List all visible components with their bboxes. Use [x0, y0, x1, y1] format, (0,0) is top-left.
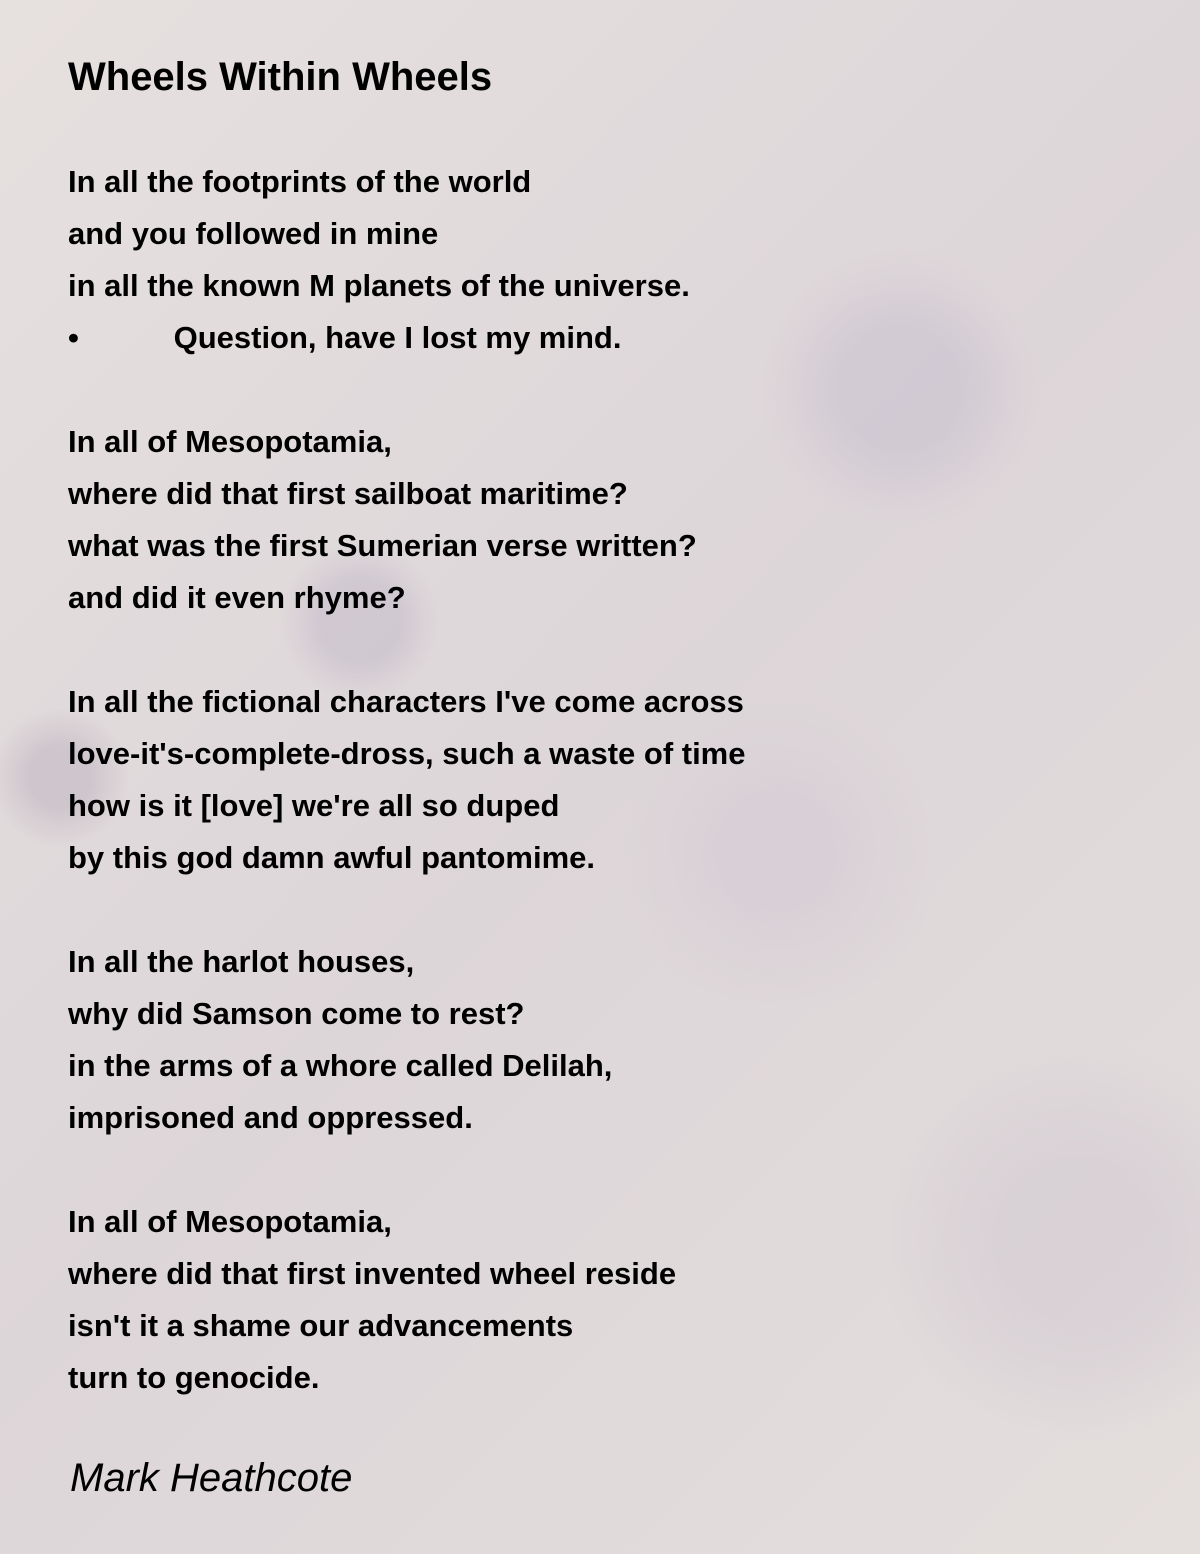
- poem-line: in the arms of a whore called Delilah,: [68, 1048, 613, 1083]
- poem-line: imprisoned and oppressed.: [68, 1100, 473, 1135]
- stanza-gap: [68, 364, 746, 416]
- poem-author: Mark Heathcote: [70, 1456, 353, 1500]
- stanza-gap: [68, 624, 746, 676]
- poem-line: In all of Mesopotamia,: [68, 1204, 392, 1239]
- poem-line: isn't it a shame our advancements: [68, 1308, 574, 1343]
- poem-line: love-it's-complete-dross, such a waste of time: [68, 736, 746, 771]
- poem-line: In all the fictional characters I've come across: [68, 684, 744, 719]
- poem-line: and you followed in mine: [68, 216, 439, 251]
- stanza-5: [68, 1196, 746, 1404]
- poem-line: and did it even rhyme?: [68, 580, 406, 615]
- stanza-1: [68, 156, 746, 364]
- stanza-3: [68, 676, 746, 884]
- poem-line: where did that first invented wheel reside: [68, 1256, 677, 1291]
- stanza-2: [68, 416, 746, 624]
- poem-line: In all the harlot houses,: [68, 944, 415, 979]
- poem-line: what was the first Sumerian verse written?: [68, 528, 697, 563]
- poem-line: how is it [love] we're all so duped: [68, 788, 560, 823]
- poem-line: • Question, have I lost my mind.: [68, 320, 622, 355]
- stanza-4: [68, 936, 746, 1144]
- poem-line: In all of Mesopotamia,: [68, 424, 392, 459]
- poem-line: In all the footprints of the world: [68, 164, 532, 199]
- poem-line: turn to genocide.: [68, 1360, 320, 1395]
- poem-line: by this god damn awful pantomime.: [68, 840, 596, 875]
- poem-title: Wheels Within Wheels: [68, 55, 493, 99]
- poem-body: [68, 156, 746, 1404]
- poem-line: in all the known M planets of the universe.: [68, 268, 690, 303]
- stanza-gap: [68, 1144, 746, 1196]
- poem-line: why did Samson come to rest?: [68, 996, 525, 1031]
- stanza-gap: [68, 884, 746, 936]
- poem-line: where did that first sailboat maritime?: [68, 476, 628, 511]
